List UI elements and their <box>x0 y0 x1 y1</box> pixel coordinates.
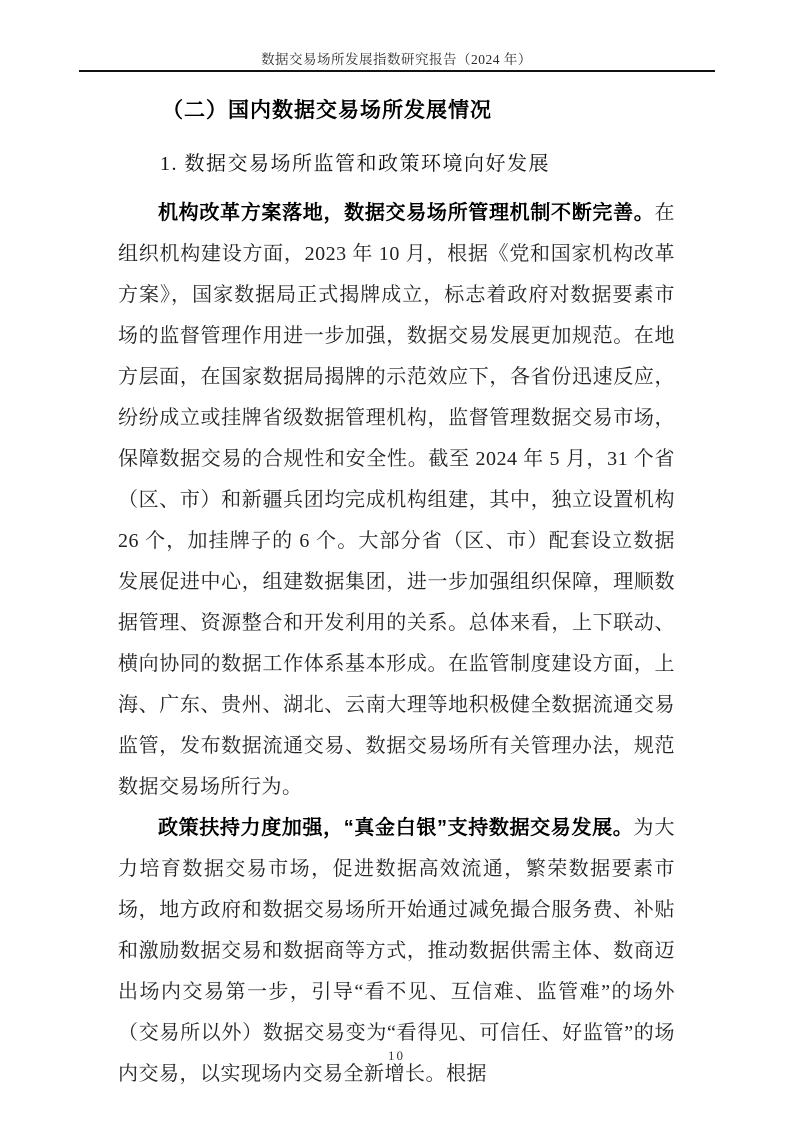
paragraph-2-lead: 政策扶持力度加强，“真金白银”支持数据交易发展。 <box>158 817 634 839</box>
paragraph-2-text: 为大力培育数据交易市场，促进数据高效流通，繁荣数据要素市场，地方政府和数据交易场所开始通过减免撮合服务费、补贴和激励数据交易和数据商等方式，推动数据供需主体、数商迈出场内交易第一步，引导“看不见、互信难、监管难”的场外（交易所以外）数据交易变为“看得见、可信任、好监管”的场内交易，以实现场内交易全新增长。根据 <box>118 817 676 1085</box>
page-number: 10 <box>388 1048 405 1063</box>
page-content <box>118 96 675 1095</box>
header-rule <box>79 70 715 72</box>
paragraph-1 <box>118 193 675 808</box>
paragraph-1-lead: 机构改革方案落地，数据交易场所管理机制不断完善。 <box>158 202 655 224</box>
subsection-heading: 1. 数据交易场所监管和政策环境向好发展 <box>160 153 550 175</box>
paragraph-1-text: 在组织机构建设方面，2023 年 10 月，根据《党和国家机构改革方案》，国家数据局正式揭牌成立，标志着政府对数据要素市场的监督管理作用进一步加强，数据交易发展更加规范。在地方层面，在国家数据局揭牌的示范效应下，各省份迅速反应，纷纷成立或挂牌省级数据管理机构，监督管理数据交易市场，保障数据交易的合规性和安全性。截至 2024 年 5 月，31 个省（区、市）和新疆兵团均完成机构组建，其中，独立设置机构 26 个，加挂牌子的 6 个。大部分省（区、市）配套设立数据发展促进中心，组建数据集团，进一步加强组织保障，理顺数据管理、资源整合和开发利用的关系。总体来看，上下联动、横向协同的数据工作体系基本形成。在监管制度建设方面，上海、广东、贵州、湖北、云南大理等地积极健全数据流通交易监管，发布数据流通交易、数据交易场所有关管理办法，规范数据交易场所行为。 <box>118 202 675 798</box>
section-heading: （二）国内数据交易场所发展情况 <box>162 99 492 122</box>
running-head: 数据交易场所发展指数研究报告（2024 年） <box>261 52 532 67</box>
